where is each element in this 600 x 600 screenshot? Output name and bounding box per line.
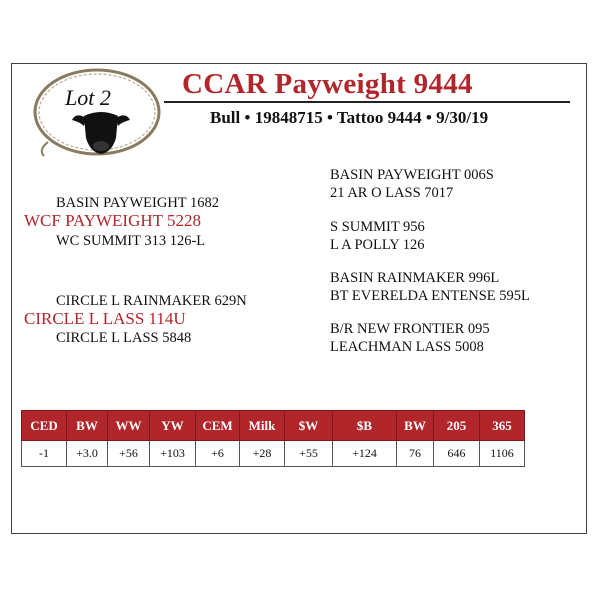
pedigree-g7: B/R NEW FRONTIER 095 xyxy=(330,321,490,337)
dam-dam: CIRCLE L LASS 5848 xyxy=(56,330,192,346)
epd-value: +6 xyxy=(196,441,240,467)
epd-header: Milk xyxy=(240,411,285,441)
epd-header: $W xyxy=(285,411,333,441)
epd-value: +3.0 xyxy=(67,441,108,467)
lot-label: Lot 2 xyxy=(65,85,111,110)
epd-value-row xyxy=(22,441,525,467)
pedigree-g4: L A POLLY 126 xyxy=(330,237,425,253)
epd-value: +55 xyxy=(285,441,333,467)
pedigree-g6: BT EVERELDA ENTENSE 595L xyxy=(330,288,530,304)
pedigree-g5: BASIN RAINMAKER 996L xyxy=(330,270,500,286)
epd-value: -1 xyxy=(22,441,67,467)
epd-value: +56 xyxy=(108,441,150,467)
epd-header: BW xyxy=(67,411,108,441)
epd-value: 76 xyxy=(397,441,434,467)
epd-header: 205 xyxy=(434,411,480,441)
epd-header: CED xyxy=(22,411,67,441)
epd-header: YW xyxy=(150,411,196,441)
title-divider xyxy=(164,101,570,103)
sire: WCF PAYWEIGHT 5228 xyxy=(24,211,201,230)
sire-sire: BASIN PAYWEIGHT 1682 xyxy=(56,195,220,211)
animal-subtitle: Bull • 19848715 • Tattoo 9444 • 9/30/19 xyxy=(210,108,489,127)
epd-header-row xyxy=(22,411,525,441)
epd-header: BW xyxy=(397,411,434,441)
epd-header: CEM xyxy=(196,411,240,441)
page-title: CCAR Payweight 9444 xyxy=(182,68,473,100)
epd-header: WW xyxy=(108,411,150,441)
pedigree-g8: LEACHMAN LASS 5008 xyxy=(330,339,484,355)
pedigree-g3: S SUMMIT 956 xyxy=(330,219,425,235)
epd-value: +103 xyxy=(150,441,196,467)
pedigree-g1: BASIN PAYWEIGHT 006S xyxy=(330,167,494,183)
epd-value: 1106 xyxy=(480,441,525,467)
pedigree-g2: 21 AR O LASS 7017 xyxy=(330,185,454,201)
epd-value: +28 xyxy=(240,441,285,467)
lot-badge xyxy=(30,66,164,160)
epd-value: +124 xyxy=(333,441,397,467)
epd-value: 646 xyxy=(434,441,480,467)
epd-table xyxy=(21,410,525,467)
dam-sire: CIRCLE L RAINMAKER 629N xyxy=(56,293,247,309)
sire-dam: WC SUMMIT 313 126-L xyxy=(56,233,206,249)
epd-header: 365 xyxy=(480,411,525,441)
epd-header: $B xyxy=(333,411,397,441)
dam: CIRCLE L LASS 114U xyxy=(24,309,186,328)
